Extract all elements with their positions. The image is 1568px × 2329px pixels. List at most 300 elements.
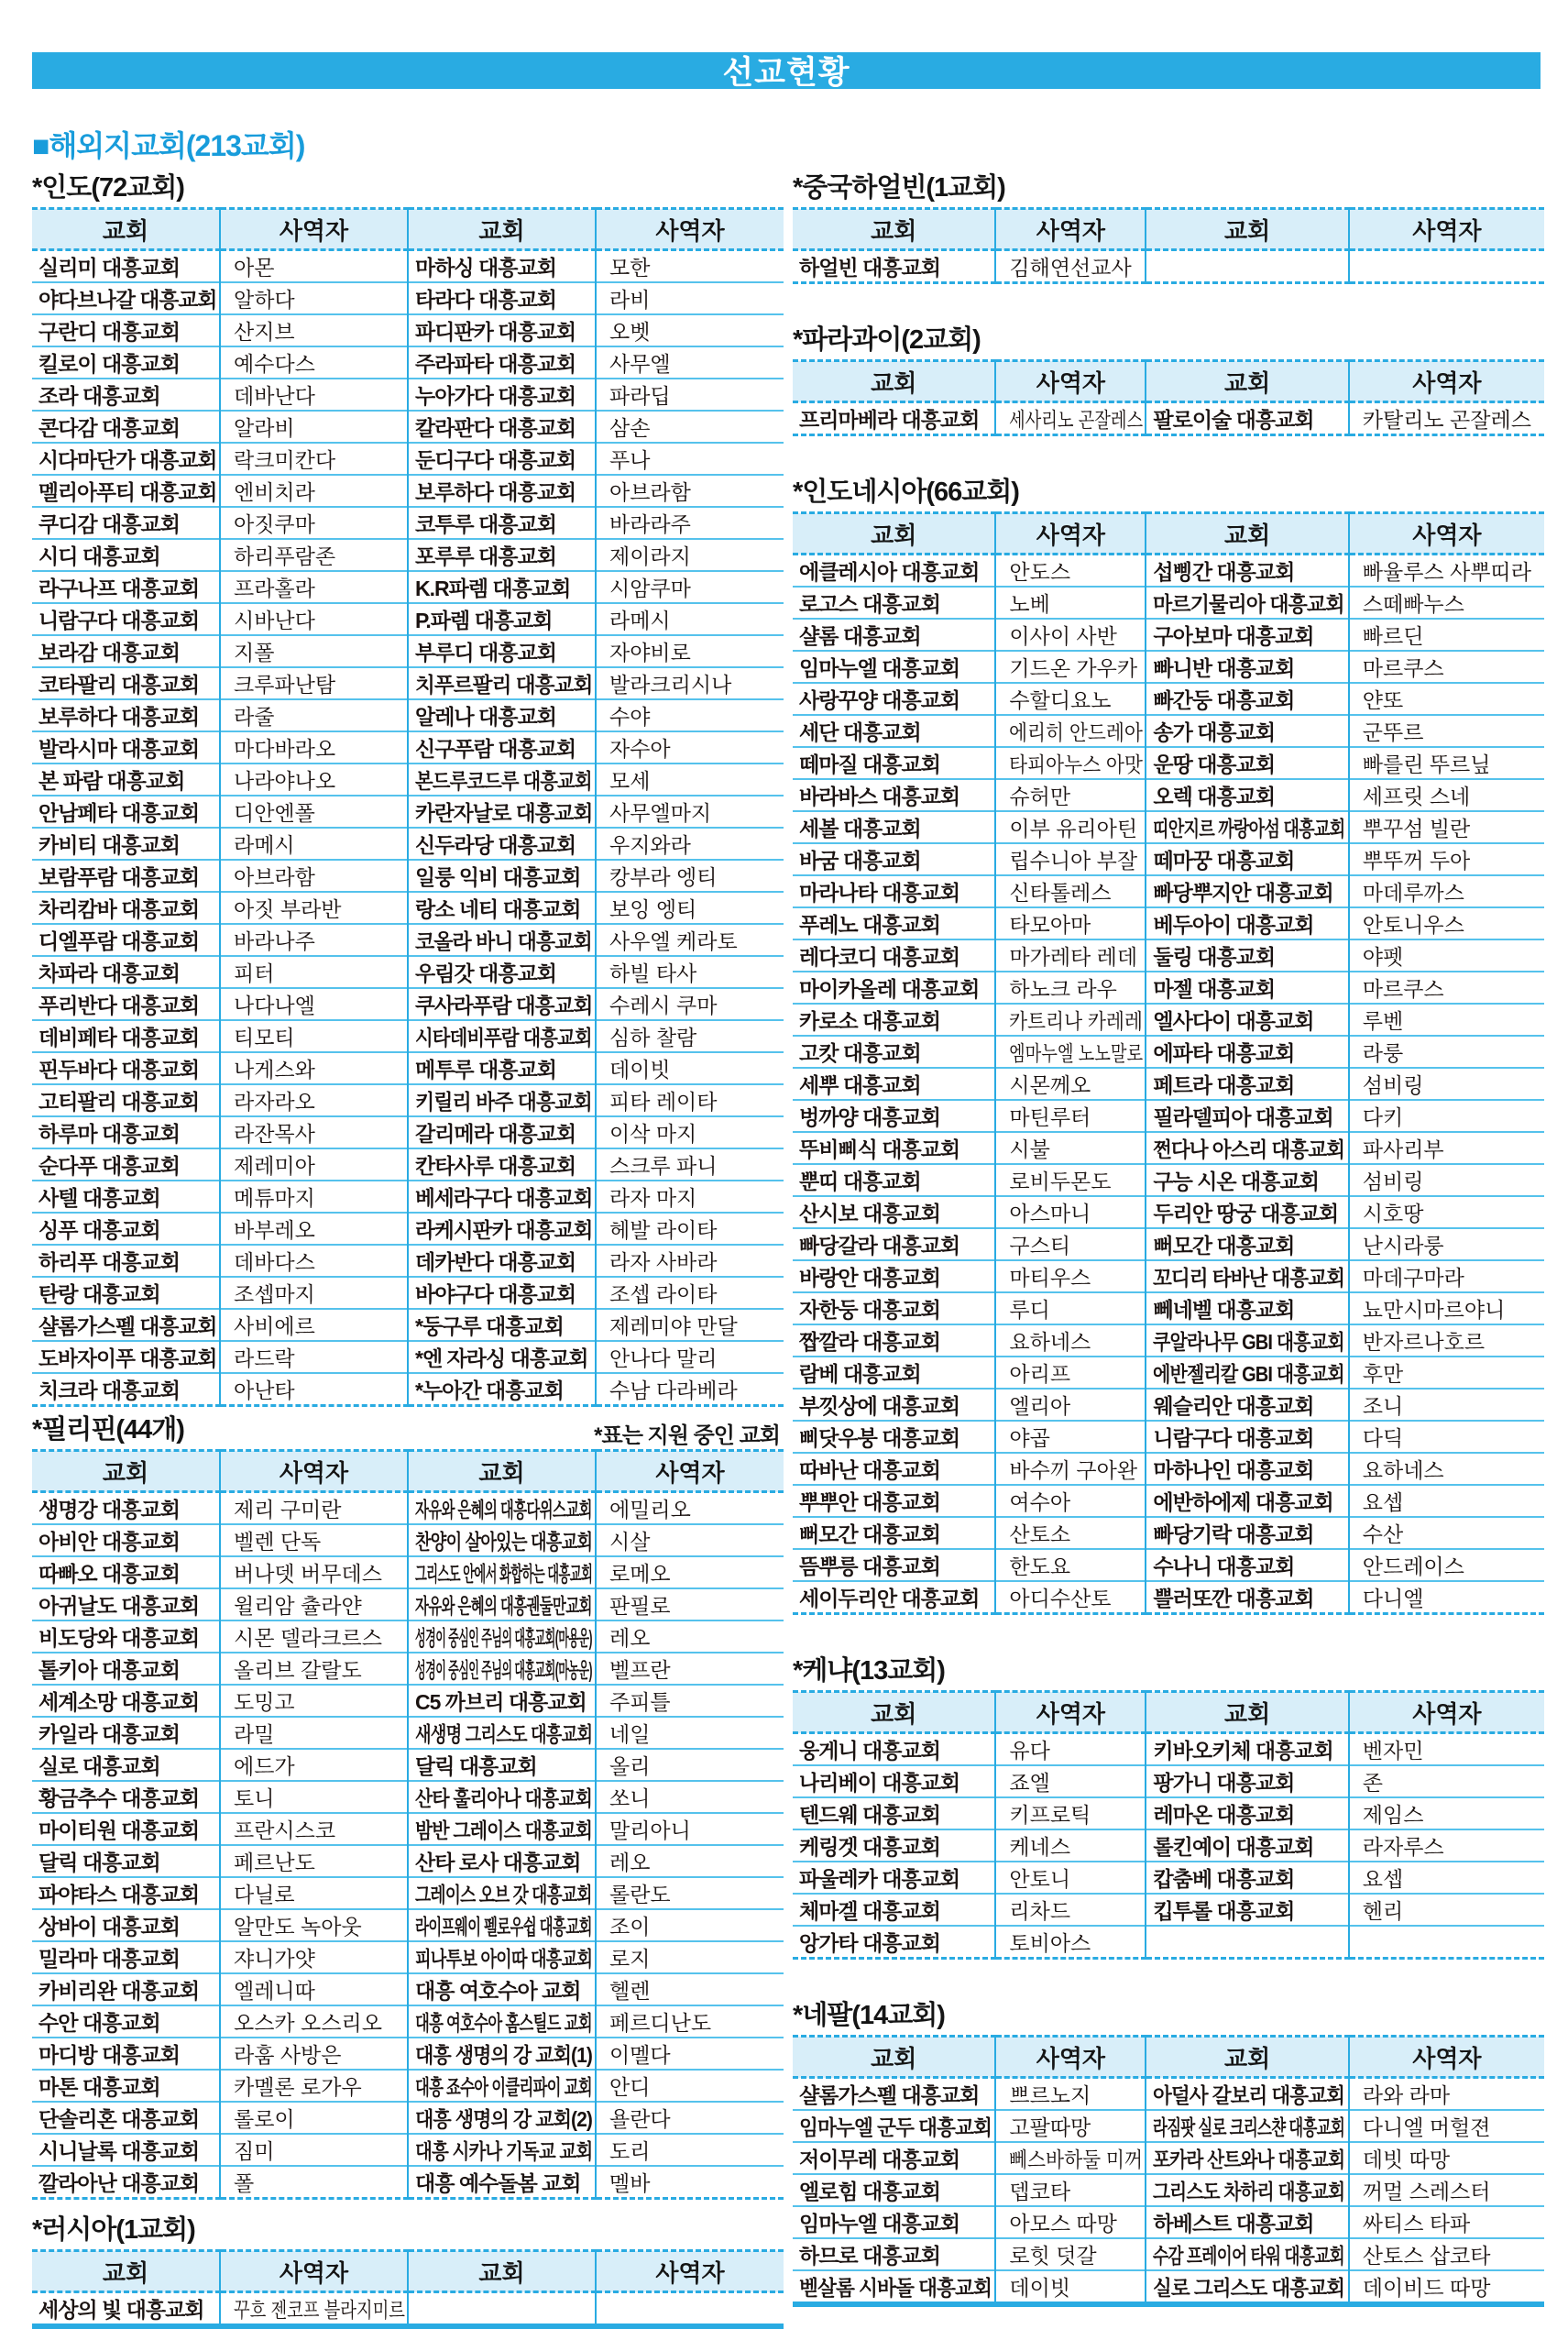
table-row (793, 2174, 1544, 2206)
minister-cell: 김해연선교사 (995, 250, 1146, 283)
church-cell: 섭삥간 대흥교회 (1146, 555, 1348, 588)
church-cell: 팔로이술 대흥교회 (1146, 402, 1348, 435)
minister-cell: 라자루스 (1349, 1829, 1544, 1862)
church-cell: 니람구다 대흥교회 (32, 603, 220, 635)
church-cell: 포루루 대흥교회 (408, 539, 596, 571)
minister-cell: 롤로이 (220, 2102, 408, 2134)
church-cell: 하베스트 대흥교회 (1146, 2206, 1348, 2238)
table-row (32, 603, 784, 635)
minister-cell: 다딕 (1349, 1421, 1544, 1453)
minister-cell: 피타 레이타 (596, 1084, 784, 1116)
church-cell: 알레나 대흥교회 (408, 699, 596, 731)
church-cell: 니람구다 대흥교회 (1146, 1421, 1348, 1453)
table-row (793, 1453, 1544, 1485)
church-cell: 세계소망 대흥교회 (32, 1685, 220, 1717)
column-header-minister: 사역자 (596, 209, 784, 250)
church-cell: 따바난 대흥교회 (793, 1453, 995, 1485)
minister-cell: 노베 (995, 587, 1146, 619)
minister-cell: 티모티 (220, 1020, 408, 1052)
church-cell: 대흥 생명의 강 교회(1) (408, 2038, 596, 2070)
column-header-church: 교회 (1146, 513, 1348, 555)
country-heading-indonesia: *인도네시아(66교회) (793, 478, 1019, 507)
church-cell: 갈리메라 대흥교회 (408, 1116, 596, 1148)
church-cell: 대흥 여호수아 교회 (408, 1973, 596, 2005)
church-cell: 피나투보 아이따 대흥교회 (408, 1941, 596, 1973)
church-cell: 자유와 은혜의 대흥다위스교회 (408, 1492, 596, 1525)
table-nepal (793, 2035, 1544, 2307)
minister-cell: 짐미 (220, 2134, 408, 2166)
minister-cell: 군뚜르 (1349, 715, 1544, 747)
church-cell: 에파타 대흥교회 (1146, 1036, 1348, 1068)
minister-cell: 나다나엘 (220, 988, 408, 1020)
table-row (32, 2166, 784, 2199)
minister-cell: 리차드 (995, 1894, 1146, 1926)
table-row (793, 619, 1544, 651)
church-cell: 임마누엘 대흥교회 (793, 2206, 995, 2238)
minister-cell: 루디 (995, 1292, 1146, 1324)
table-china (793, 207, 1544, 284)
country-heading-russia: *러시아(1교회) (32, 2215, 195, 2245)
church-cell: 마이카올레 대흥교회 (793, 972, 995, 1004)
minister-cell: 산토스 삽코타 (1349, 2238, 1544, 2270)
church-cell: 파디판카 대흥교회 (408, 314, 596, 346)
church-cell: 세상의 빛 대흥교회 (32, 2292, 220, 2327)
table-row (793, 1581, 1544, 1614)
minister-cell: 섬비링 (1349, 1068, 1544, 1100)
table-header (32, 2251, 784, 2292)
column-header-church: 교회 (32, 2251, 220, 2292)
church-cell: 구아보마 대흥교회 (1146, 619, 1348, 651)
church-cell: 샬롬 대흥교회 (793, 619, 995, 651)
minister-cell: 네일 (596, 1717, 784, 1749)
minister-cell: 오벳 (596, 314, 784, 346)
minister-cell: 아난타 (220, 1373, 408, 1406)
church-cell: 시니날록 대흥교회 (32, 2134, 220, 2166)
table-philippines (32, 1449, 784, 2200)
table-row (32, 314, 784, 346)
country-heading-kenya: *케냐(13교회) (793, 1656, 945, 1686)
church-cell: 대흥 죠수아 이클리파이 교회 (408, 2070, 596, 2102)
church-cell: 라구나프 대흥교회 (32, 571, 220, 603)
church-cell (408, 2292, 596, 2327)
church-cell: 바굼 대흥교회 (793, 843, 995, 875)
table-row (793, 1389, 1544, 1421)
table-row (32, 699, 784, 731)
minister-cell: 아짓 부라반 (220, 892, 408, 924)
church-cell: 자한둥 대흥교회 (793, 1292, 995, 1324)
church-cell: 본드루코드루 대흥교회 (408, 764, 596, 796)
column-header-minister: 사역자 (1349, 361, 1544, 402)
minister-cell: 뻬스바하둘 미꺼 (995, 2142, 1146, 2174)
minister-cell: 알하다 (220, 282, 408, 314)
church-cell: 푸레노 대흥교회 (793, 907, 995, 939)
column-header-minister: 사역자 (995, 1692, 1146, 1733)
church-cell: 코타팔리 대흥교회 (32, 667, 220, 699)
minister-cell: 레오 (596, 1845, 784, 1877)
minister-cell: 파사리부 (1349, 1132, 1544, 1164)
minister-cell: 지폴 (220, 635, 408, 667)
table-row (793, 907, 1544, 939)
church-cell: 산시보 대흥교회 (793, 1196, 995, 1228)
minister-cell: 모세 (596, 764, 784, 796)
minister-cell: 시몬께오 (995, 1068, 1146, 1100)
minister-cell: 에드가 (220, 1749, 408, 1781)
church-cell: 웨슬리안 대흥교회 (1146, 1389, 1348, 1421)
minister-cell: 쟈니가얏 (220, 1941, 408, 1973)
church-cell: 마하싱 대흥교회 (408, 250, 596, 283)
table-row (32, 1556, 784, 1588)
table-row (32, 1781, 784, 1813)
minister-cell: 스떼빠누스 (1349, 587, 1544, 619)
minister-cell: 시불 (995, 1132, 1146, 1164)
column-header-church: 교회 (32, 209, 220, 250)
minister-cell: 데바다스 (220, 1245, 408, 1277)
table-row (32, 411, 784, 443)
minister-cell: 안나다 말리 (596, 1341, 784, 1373)
church-cell: 롤킨예이 대흥교회 (1146, 1829, 1348, 1862)
church-cell: 마톤 대흥교회 (32, 2070, 220, 2102)
table-row (793, 587, 1544, 619)
minister-cell: 안토니 (995, 1862, 1146, 1894)
church-cell: 앙가타 대흥교회 (793, 1926, 995, 1959)
minister-cell: 벨프란 (596, 1653, 784, 1685)
church-cell: 성경이 중심인 주님의 대흥교회(마용운) (408, 1620, 596, 1653)
church-cell: 조라 대흥교회 (32, 379, 220, 411)
table-indonesia (793, 511, 1544, 1615)
minister-cell: 헨리 (1349, 1894, 1544, 1926)
minister-cell: 올리 (596, 1749, 784, 1781)
table-row (32, 1877, 784, 1909)
church-cell: 포카라 산트와나 대흥교회 (1146, 2142, 1348, 2174)
minister-cell: 마가레타 레데 (995, 939, 1146, 972)
table-row (32, 1941, 784, 1973)
church-cell: 우림갓 대흥교회 (408, 956, 596, 988)
minister-cell: 바부레오 (220, 1213, 408, 1245)
table-row (32, 764, 784, 796)
minister-cell: 바수끼 구아완 (995, 1453, 1146, 1485)
minister-cell: 로메오 (596, 1556, 784, 1588)
church-cell: 수감 프레이어 타워 대흥교회 (1146, 2238, 1348, 2270)
church-cell: 나리베이 대흥교회 (793, 1765, 995, 1797)
minister-cell: 야펫 (1349, 939, 1544, 972)
church-cell: 신두라당 대흥교회 (408, 828, 596, 860)
column-header-church: 교회 (793, 361, 995, 402)
church-cell: 생명강 대흥교회 (38, 1498, 180, 1522)
minister-cell: 폴 (220, 2166, 408, 2199)
minister-cell: 뇨만시마르야니 (1349, 1292, 1544, 1324)
minister-cell: 야곱 (995, 1421, 1146, 1453)
minister-cell: 죠엘 (995, 1765, 1146, 1797)
minister-cell: 조셉마지 (220, 1277, 408, 1309)
table-row (32, 1052, 784, 1084)
church-cell: 보람푸람 대흥교회 (32, 860, 220, 892)
church-cell: 황금추수 대흥교회 (32, 1781, 220, 1813)
column-header-minister: 사역자 (596, 2251, 784, 2292)
minister-cell: 안드레이스 (1349, 1549, 1544, 1581)
church-cell: 시다마단가 대흥교회 (32, 443, 220, 475)
church-cell: 산타 로사 대흥교회 (408, 1845, 596, 1877)
table-row (793, 715, 1544, 747)
table-row (32, 282, 784, 314)
minister-cell: 레오 (596, 1620, 784, 1653)
minister-cell: 난시라룽 (1349, 1228, 1544, 1260)
church-cell: 둔디구다 대흥교회 (408, 443, 596, 475)
table-row (32, 1245, 784, 1277)
table-row (32, 988, 784, 1020)
minister-cell: 에리히 안드레아 (995, 715, 1146, 747)
minister-cell: 이멜다 (596, 2038, 784, 2070)
church-cell: 발라시마 대흥교회 (32, 731, 220, 764)
minister-cell: 자야비로 (596, 635, 784, 667)
church-cell: 빠니반 대흥교회 (1146, 651, 1348, 683)
minister-cell: 카멜론 로가우 (220, 2070, 408, 2102)
minister-cell: 자수아 (596, 731, 784, 764)
minister-cell: 라자라오 (220, 1084, 408, 1116)
church-cell: 하얼빈 대흥교회 (793, 250, 995, 283)
minister-cell: 버나뎃 버무데스 (220, 1556, 408, 1588)
minister-cell: 토비아스 (995, 1926, 1146, 1959)
minister-cell: 에밀리오 (596, 1492, 784, 1525)
minister-cell: 빠율루스 사뿌띠라 (1349, 555, 1544, 588)
church-cell: 데비페타 대흥교회 (32, 1020, 220, 1052)
church-cell: 바랑안 대흥교회 (793, 1260, 995, 1292)
minister-cell: 도밍고 (220, 1685, 408, 1717)
minister-cell: 싸티스 타파 (1349, 2206, 1544, 2238)
church-cell: 밀라마 대흥교회 (32, 1941, 220, 1973)
table-row (32, 1116, 784, 1148)
table-row (32, 379, 784, 411)
minister-cell: 페르난도 (220, 1845, 408, 1877)
minister-cell: 시바난다 (220, 603, 408, 635)
church-cell: 람베 대흥교회 (793, 1357, 995, 1389)
church-cell: 뿐띠 대흥교회 (793, 1164, 995, 1196)
church-cell: 자유와 은혜의 대흥궨둘만교회 (408, 1588, 596, 1620)
minister-cell: 요하네스 (995, 1324, 1146, 1357)
support-note: *표는 지원 중인 교회 (594, 1423, 780, 1448)
minister-cell: 카트리나 카레레 (995, 1004, 1146, 1036)
minister-cell: 라드락 (220, 1341, 408, 1373)
table-row (32, 250, 784, 283)
minister-cell: 알라비 (220, 411, 408, 443)
table-paraguay (793, 359, 1544, 436)
table-row (793, 1100, 1544, 1132)
table-row (32, 924, 784, 956)
church-cell: 고티팔리 대흥교회 (32, 1084, 220, 1116)
minister-cell: 키프로틱 (995, 1797, 1146, 1829)
minister-cell: 카탈리노 곤잘레스 (1349, 402, 1544, 435)
table-row (32, 475, 784, 507)
church-cell: 마라나타 대흥교회 (793, 875, 995, 907)
minister-cell: 모한 (596, 250, 784, 283)
minister-cell: 다니엘 (1349, 1581, 1544, 1614)
church-cell: 부낏상에 대흥교회 (793, 1389, 995, 1421)
minister-cell: 판필로 (596, 1588, 784, 1620)
church-cell: 산타 훌리아나 대흥교회 (408, 1781, 596, 1813)
minister-cell: 마데루까스 (1349, 875, 1544, 907)
content-columns (32, 167, 1541, 2329)
minister-cell: 헬렌 (596, 1973, 784, 2005)
church-cell: 벙까양 대흥교회 (793, 1100, 995, 1132)
church-cell: 저이무레 대흥교회 (793, 2142, 995, 2174)
church-cell: 뻐모간 대흥교회 (1146, 1228, 1348, 1260)
church-cell: 칼라판다 대흥교회 (408, 411, 596, 443)
column-header-minister: 사역자 (220, 1451, 408, 1492)
church-cell: 메투루 대흥교회 (408, 1052, 596, 1084)
left-column (32, 167, 784, 2329)
table-row (793, 2270, 1544, 2304)
minister-cell: 수남 다라베라 (596, 1373, 784, 1406)
table-row (793, 1196, 1544, 1228)
minister-cell: 존 (1349, 1765, 1544, 1797)
table-row (32, 1213, 784, 1245)
church-cell: 두리안 땅궁 대흥교회 (1146, 1196, 1348, 1228)
minister-cell: 파라딥 (596, 379, 784, 411)
church-cell: 순다푸 대흥교회 (32, 1148, 220, 1181)
minister-cell: 아모스 따망 (995, 2206, 1146, 2238)
church-cell: 필라델피아 대흥교회 (1146, 1100, 1348, 1132)
minister-cell: 얀또 (1349, 683, 1544, 715)
church-cell: 부루디 대흥교회 (408, 635, 596, 667)
table-row (32, 1588, 784, 1620)
minister-cell: 라훔 사방은 (220, 2038, 408, 2070)
church-cell: 치크라 대흥교회 (32, 1373, 220, 1406)
country-heading-nepal: *네팔(14교회) (793, 2001, 945, 2030)
minister-cell: 산토소 (995, 1517, 1146, 1549)
minister-cell: 꺼멀 스레스터 (1349, 2174, 1544, 2206)
church-cell: 오렉 대흥교회 (1146, 779, 1348, 811)
church-cell: 엘사다이 대흥교회 (1146, 1004, 1348, 1036)
country-heading-china: *중국하얼빈(1교회) (793, 173, 1005, 203)
minister-cell: 한도요 (995, 1549, 1146, 1581)
church-cell: 샬롬가스펠 대흥교회 (32, 1309, 220, 1341)
table-row (793, 1357, 1544, 1389)
minister-cell: 라와 라마 (1349, 2078, 1544, 2111)
church-cell: 뚜비삐식 대흥교회 (793, 1132, 995, 1164)
minister-cell: 타모아마 (995, 907, 1146, 939)
minister-cell: 수할디요노 (995, 683, 1146, 715)
table-row (32, 1973, 784, 2005)
column-header-church: 교회 (1146, 361, 1348, 402)
church-cell: K.R파렘 대흥교회 (408, 571, 596, 603)
table-row (32, 1309, 784, 1341)
minister-cell: 삼손 (596, 411, 784, 443)
column-header-minister: 사역자 (995, 513, 1146, 555)
minister-cell: 로지 (596, 1941, 784, 1973)
church-cell: 로고스 대흥교회 (793, 587, 995, 619)
church-cell: 차리캄바 대흥교회 (32, 892, 220, 924)
church-cell: 세뿌 대흥교회 (793, 1068, 995, 1100)
minister-cell: 바라나주 (220, 924, 408, 956)
church-cell: 체마겔 대흥교회 (793, 1894, 995, 1926)
church-cell: 주라파타 대흥교회 (408, 346, 596, 379)
church-cell: 도바자이푸 대흥교회 (32, 1341, 220, 1373)
column-header-minister: 사역자 (220, 209, 408, 250)
church-cell: 대흥 예수돌봄 교회 (408, 2166, 596, 2199)
minister-cell: 말리아니 (596, 1813, 784, 1845)
church-cell: 프리마베라 대흥교회 (793, 402, 995, 435)
minister-cell: 다키 (1349, 1100, 1544, 1132)
minister-cell: 이부 유리아틴 (995, 811, 1146, 843)
table-row (32, 1717, 784, 1749)
church-cell: 톨키아 대흥교회 (32, 1653, 220, 1685)
minister-cell: 다니엘 머헐젼 (1349, 2110, 1544, 2142)
minister-cell: 쏘니 (596, 1781, 784, 1813)
minister-cell: 조이 (596, 1909, 784, 1941)
minister-cell: 나게스와 (220, 1052, 408, 1084)
church-cell: 키릴리 바주 대흥교회 (408, 1084, 596, 1116)
church-cell: 짭깔라 대흥교회 (793, 1324, 995, 1357)
church-cell: 웅게니 대흥교회 (799, 1739, 940, 1763)
table-row (32, 635, 784, 667)
column-header-church: 교회 (1146, 1692, 1348, 1733)
column-header-church: 교회 (408, 2251, 596, 2292)
minister-cell: 데바난다 (220, 379, 408, 411)
right-column (793, 167, 1544, 2307)
minister-cell: 뿌뚜꺼 두아 (1349, 843, 1544, 875)
table-header (793, 1692, 1544, 1733)
minister-cell: 프라홀라 (220, 571, 408, 603)
column-header-minister: 사역자 (1349, 513, 1544, 555)
minister-cell: 바라라주 (596, 507, 784, 539)
table-row (32, 1845, 784, 1877)
church-cell: 쿠사라푸람 대흥교회 (408, 988, 596, 1020)
minister-cell: 라룽 (1349, 1036, 1544, 1068)
minister-cell: 쁘르노지 (995, 2078, 1146, 2111)
column-header-minister: 사역자 (596, 1451, 784, 1492)
church-cell: 시타데비푸람 대흥교회 (408, 1020, 596, 1052)
minister-cell: 윌리암 츌라얀 (220, 1588, 408, 1620)
minister-cell: 세프릿 스네 (1349, 779, 1544, 811)
church-cell: 팡가니 대흥교회 (1146, 1765, 1348, 1797)
minister-cell: 수야 (596, 699, 784, 731)
church-cell: 마하나인 대흥교회 (1146, 1453, 1348, 1485)
church-cell: 쁠러또깐 대흥교회 (1146, 1581, 1348, 1614)
church-cell: 카비티 대흥교회 (32, 828, 220, 860)
minister-cell: 조니 (1349, 1389, 1544, 1421)
minister-cell: 다닐로 (220, 1877, 408, 1909)
column-header-church: 교회 (408, 209, 596, 250)
minister-cell: 롤란도 (596, 1877, 784, 1909)
minister-cell: 요하네스 (1349, 1453, 1544, 1485)
table-row (32, 956, 784, 988)
church-cell: 사랑꾸양 대흥교회 (793, 683, 995, 715)
table-row (793, 972, 1544, 1004)
minister-cell: 요셉 (1349, 1485, 1544, 1517)
minister-cell: 사우엘 케라토 (596, 924, 784, 956)
church-cell: 뿌뿌안 대흥교회 (793, 1485, 995, 1517)
table-row (793, 875, 1544, 907)
table-row (32, 828, 784, 860)
table-row (793, 555, 1544, 588)
church-cell: 푸리반다 대흥교회 (32, 988, 220, 1020)
minister-cell: 예수다스 (220, 346, 408, 379)
minister-cell: 라밀 (220, 1717, 408, 1749)
section-heading: ■해외지교회(213교회) (32, 129, 305, 162)
minister-cell: 조셉 라이타 (596, 1277, 784, 1309)
church-cell: 쿠알라나무 GBI 대흥교회 (1146, 1324, 1348, 1357)
minister-cell: 요셉 (1349, 1862, 1544, 1894)
minister-cell: 제임스 (1349, 1797, 1544, 1829)
table-row (32, 2134, 784, 2166)
table-header (793, 361, 1544, 402)
church-cell: 따빠오 대흥교회 (32, 1556, 220, 1588)
table-row (793, 1228, 1544, 1260)
table-row (32, 1020, 784, 1052)
church-cell: 마젤 대흥교회 (1146, 972, 1348, 1004)
minister-cell: 도리 (596, 2134, 784, 2166)
minister-cell: 알만도 녹아웃 (220, 1909, 408, 1941)
church-cell: 콘다감 대흥교회 (32, 411, 220, 443)
